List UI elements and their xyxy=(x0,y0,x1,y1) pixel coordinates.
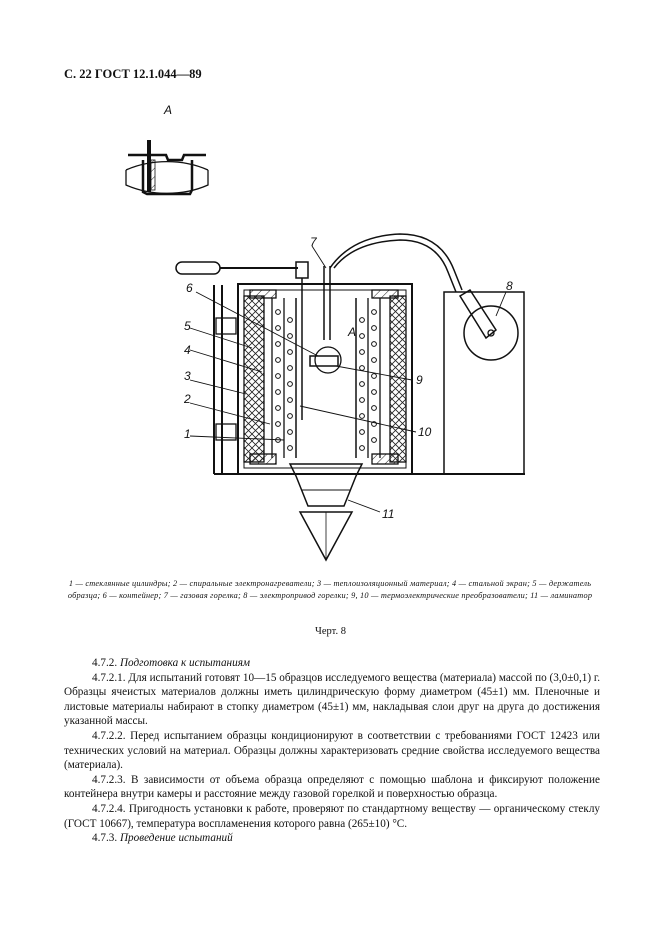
label-8: 8 xyxy=(506,279,513,293)
detail-a xyxy=(126,103,208,194)
paragraph-4-7-2-4: 4.7.2.4. Пригодность установки к работе, проверяют по стандартному веществу — органическому стеклу (ГОСТ 10667), температура воспламенения которого равна (265±10) °С. xyxy=(64,802,601,830)
callout-a-label: A xyxy=(348,325,357,339)
caption-item: 6 — контейнер; xyxy=(102,591,162,600)
caption-item: 5 — держатель образца; xyxy=(67,579,592,600)
main-apparatus xyxy=(176,234,525,560)
label-5: 5 xyxy=(184,319,191,333)
caption-item: 7 — газовая горелка; xyxy=(163,591,241,600)
caption-item: 4 — стальной экран; xyxy=(452,579,531,588)
label-2: 2 xyxy=(184,392,191,406)
body-text xyxy=(64,656,600,846)
paragraph-4-7-3: 4.7.3. Проведение испытаний xyxy=(92,832,233,845)
paragraph-4-7-2-3: 4.7.2.3. В зависимости от объема образца определяют с помощью шаблона и фиксируют положение контейнера внутри камеры и расстояние между газовой горелкой и поверхностью образца. xyxy=(64,773,600,801)
caption-item: 11 — ламинатор xyxy=(530,591,593,600)
label-6: 6 xyxy=(186,281,193,295)
figure-caption xyxy=(60,578,600,602)
label-3: 3 xyxy=(184,369,191,383)
figure-label: Черт. 8 xyxy=(315,626,346,637)
figure-labels xyxy=(183,235,513,521)
apparatus-drawing xyxy=(0,90,661,570)
caption-item: 1 — стеклянные цилиндры; xyxy=(68,579,171,588)
detail-a-label: A xyxy=(164,103,173,117)
label-10: 10 xyxy=(418,425,432,439)
paragraph-4-7-2-1: 4.7.2.1. Для испытаний готовят 10—15 образцов исследуемого вещества (материала) массой по (3,0±0,1) г. Образцы ячеистых материалов должны иметь цилиндрическую форму диаметром (45±1) мм. Пленочные и листовые материалы набирают в стопку диаметром (45±1) мм, накладывая слои друг на друга до достижения указанной массы. xyxy=(64,671,601,728)
label-11: 11 xyxy=(382,507,395,521)
label-9: 9 xyxy=(416,373,423,387)
label-4: 4 xyxy=(184,343,191,357)
label-1: 1 xyxy=(184,427,191,441)
caption-item: 9, 10 — термоэлектрические преобразователи; xyxy=(351,591,528,600)
paragraph-4-7-2: 4.7.2. Подготовка к испытаниям xyxy=(92,657,251,669)
caption-item: 3 — теплоизоляционный материал; xyxy=(316,579,450,588)
label-7: 7 xyxy=(310,235,317,249)
caption-item: 8 — электропривод горелки; xyxy=(243,591,349,600)
paragraph-4-7-2-2: 4.7.2.2. Перед испытанием образцы кондиционируют в соответствии с требованиями ГОСТ 12423 или технических условий на материал. Образцы должны характеризовать средние свойства исследуемого вещества (материала). xyxy=(64,729,601,772)
caption-item: 2 — спиральные электронагреватели; xyxy=(173,579,315,588)
page-header: С. 22 ГОСТ 12.1.044—89 xyxy=(64,67,202,81)
